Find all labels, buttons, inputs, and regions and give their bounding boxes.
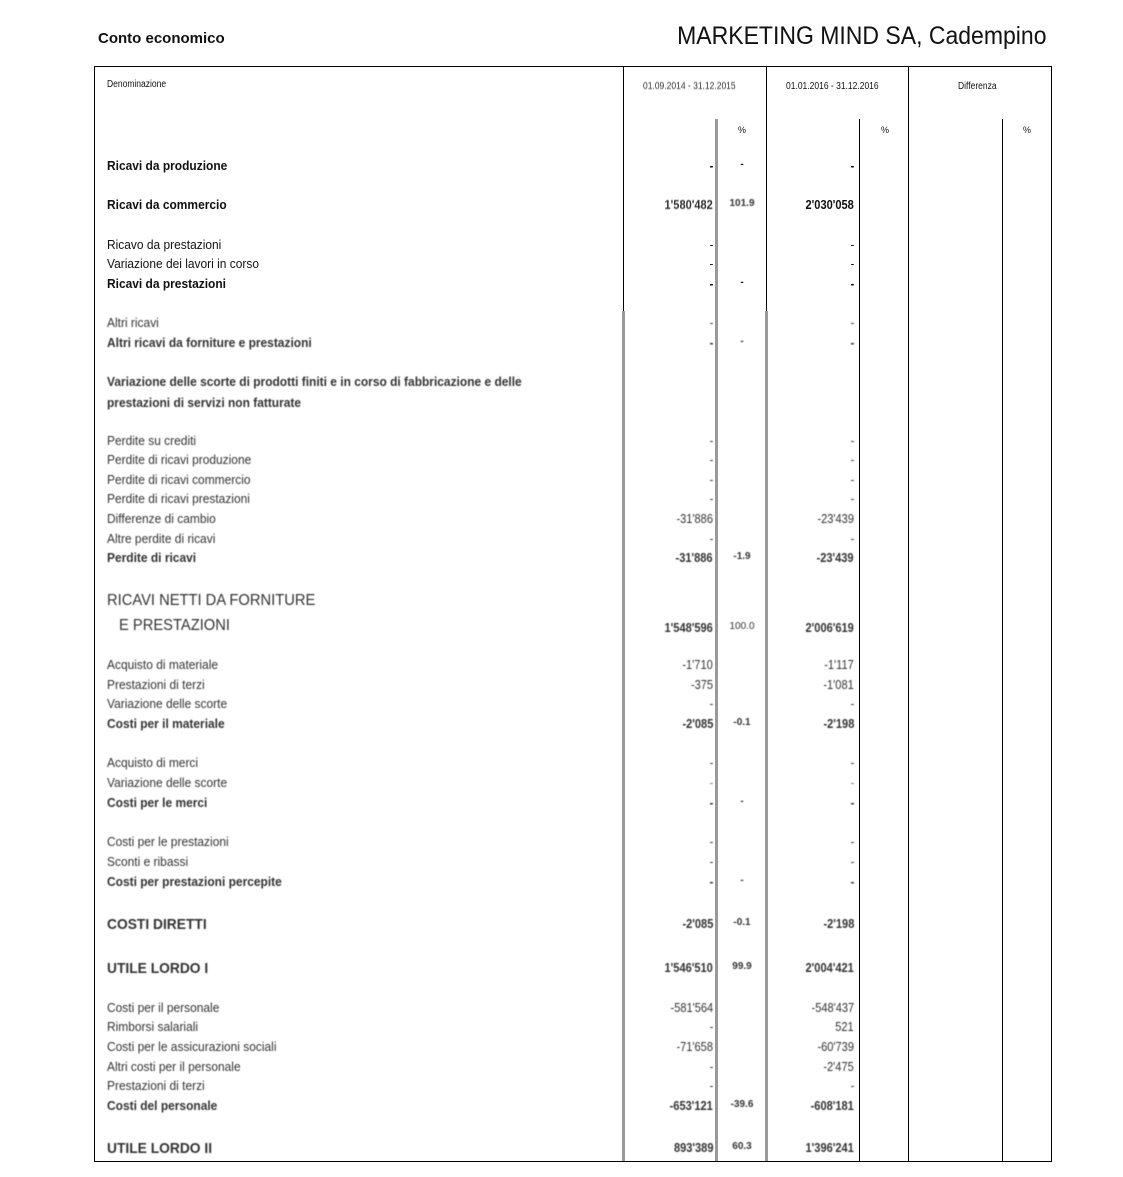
percent-period-1: -39.6 (730, 1099, 754, 1110)
value-period-2: - (850, 452, 854, 467)
row-label: Ricavi da produzione (107, 158, 228, 173)
table-row (95, 960, 1051, 980)
percent-period-1: -1.9 (733, 551, 751, 562)
row-label: Perdite di ricavi prestazioni (107, 491, 250, 506)
value-period-1: -71'658 (676, 1039, 713, 1054)
table-row (95, 276, 1051, 296)
value-period-1: - (709, 158, 713, 173)
value-period-1: - (709, 237, 713, 252)
value-period-2: -60'739 (817, 1039, 854, 1054)
percent-period-1: -0.1 (733, 717, 751, 728)
value-period-1: - (709, 335, 713, 350)
row-label: Variazione delle scorte (107, 775, 228, 790)
row-label: Costi per le assicurazioni sociali (107, 1039, 277, 1054)
value-period-2: 2'030'058 (805, 197, 854, 212)
table-row (95, 1078, 1051, 1098)
value-period-2: 2'006'619 (805, 620, 854, 635)
value-period-1: - (709, 433, 713, 448)
row-label: RICAVI NETTI DA FORNITURE (107, 592, 316, 609)
value-period-2: - (850, 433, 854, 448)
table-row (95, 335, 1051, 355)
percent-period-1: - (740, 796, 744, 807)
table-row (95, 1000, 1051, 1020)
value-period-2: - (850, 696, 854, 711)
value-period-1: - (709, 1078, 713, 1093)
value-period-2: - (850, 775, 854, 790)
table-row (95, 657, 1051, 677)
table-row (95, 371, 1051, 415)
value-period-2: - (850, 335, 854, 350)
percent-period-1: - (740, 336, 744, 347)
value-period-2: -608'181 (810, 1098, 854, 1113)
row-label: Altri ricavi da forniture e prestazioni (107, 335, 312, 350)
row-label: Ricavi da prestazioni (107, 276, 226, 291)
company-name: MARKETING MIND SA, Cadempino (676, 22, 1046, 50)
value-period-2: -1'081 (823, 677, 854, 692)
table-row (95, 916, 1051, 936)
percent-period-1: -0.1 (733, 917, 751, 928)
value-period-1: - (709, 472, 713, 487)
percent-period-1: 60.3 (732, 1141, 752, 1152)
value-period-2: - (850, 795, 854, 810)
row-label: Prestazioni di terzi (107, 1078, 205, 1093)
column-header-denominazione: Denominazione (107, 79, 167, 90)
value-period-2: - (850, 491, 854, 506)
value-period-1: - (709, 775, 713, 790)
value-period-1: -31'886 (676, 511, 713, 526)
table-row (95, 433, 1051, 453)
value-period-2: - (850, 237, 854, 252)
row-label: Ricavi da commercio (107, 197, 227, 212)
value-period-1: - (709, 795, 713, 810)
table-row (95, 1059, 1051, 1079)
percent-header: % (881, 125, 890, 135)
table-row (95, 452, 1051, 472)
table-row (95, 755, 1051, 775)
value-period-1: 893'389 (673, 1140, 713, 1155)
value-period-1: - (709, 531, 713, 546)
value-period-2: -23'439 (817, 511, 854, 526)
row-label: Differenze di cambio (107, 511, 216, 526)
value-period-1: - (709, 315, 713, 330)
table-row (95, 795, 1051, 815)
value-period-1: 1'580'482 (664, 197, 713, 212)
value-period-1: - (709, 1019, 713, 1034)
value-period-2: - (850, 276, 854, 291)
table-row (95, 874, 1051, 894)
row-label: Costi per il personale (107, 1000, 220, 1015)
value-period-1: -653'121 (669, 1098, 713, 1113)
row-label: COSTI DIRETTI (107, 916, 207, 933)
table-row (95, 1019, 1051, 1039)
row-label: Altre perdite di ricavi (107, 531, 216, 546)
table-row (95, 716, 1051, 736)
row-label: Acquisto di merci (107, 755, 199, 770)
table-row (95, 472, 1051, 492)
value-period-2: 2'004'421 (805, 960, 854, 975)
row-label: Costi del personale (107, 1098, 218, 1113)
value-period-2: - (850, 874, 854, 889)
value-period-1: - (709, 696, 713, 711)
value-period-2: - (850, 854, 854, 869)
value-period-2: - (850, 755, 854, 770)
row-label: Costi per le merci (107, 795, 208, 810)
table-row (95, 775, 1051, 795)
percent-period-1: 101.9 (729, 198, 755, 209)
value-period-2: -548'437 (811, 1000, 854, 1015)
value-period-1: -375 (690, 677, 713, 692)
document-title: Conto economico (98, 30, 225, 47)
row-label: Altri costi per il personale (107, 1059, 241, 1074)
row-label: Perdite di ricavi (107, 550, 197, 565)
table-row (95, 1098, 1051, 1118)
value-period-2: -2'198 (823, 916, 854, 931)
row-label: Variazione delle scorte (107, 696, 228, 711)
row-label: Acquisto di materiale (107, 657, 219, 672)
value-period-1: -31'886 (675, 550, 713, 565)
percent-period-1: - (740, 277, 744, 288)
percent-period-1: 100.0 (729, 621, 755, 632)
table-row (95, 511, 1051, 531)
percent-period-1: - (740, 159, 744, 170)
row-label: Perdite di ricavi produzione (107, 452, 252, 467)
column-header-period-1: 01.09.2014 - 31.12.2015 (643, 81, 736, 92)
table-row (95, 158, 1051, 178)
value-period-1: - (709, 854, 713, 869)
table-row (95, 1039, 1051, 1059)
row-label: Perdite di ricavi commercio (107, 472, 251, 487)
value-period-1: 1'548'596 (664, 620, 713, 635)
row-label: Ricavo da prestazioni (107, 237, 222, 252)
table-row (95, 256, 1051, 276)
table-row (95, 237, 1051, 257)
value-period-2: - (850, 472, 854, 487)
value-period-2: -2'475 (823, 1059, 854, 1074)
value-period-1: - (709, 256, 713, 271)
table-row (95, 550, 1051, 570)
value-period-1: -581'564 (670, 1000, 713, 1015)
income-statement-table (94, 66, 1052, 1162)
value-period-2: 521 (835, 1019, 854, 1034)
column-header-difference: Differenza (958, 81, 997, 92)
row-label-continued: E PRESTAZIONI (119, 617, 230, 634)
row-label: Perdite su crediti (107, 433, 197, 448)
row-label: Costi per le prestazioni (107, 834, 229, 849)
value-period-1: - (709, 491, 713, 506)
row-label: Sconti e ribassi (107, 854, 189, 869)
value-period-2: - (850, 158, 854, 173)
percent-header: % (738, 125, 747, 135)
table-row (95, 491, 1051, 511)
value-period-2: -23'439 (816, 550, 854, 565)
row-label: Costi per prestazioni percepite (107, 874, 282, 889)
column-header-period-2: 01.01.2016 - 31.12.2016 (786, 81, 879, 92)
value-period-2: - (850, 834, 854, 849)
value-period-2: - (850, 315, 854, 330)
percent-period-1: 99.9 (732, 961, 752, 972)
value-period-2: -2'198 (823, 716, 854, 731)
row-label: UTILE LORDO II (107, 1140, 213, 1157)
value-period-1: 1'546'510 (664, 960, 713, 975)
table-row (95, 677, 1051, 697)
table-row (95, 854, 1051, 874)
table-row (95, 197, 1051, 217)
row-label: UTILE LORDO I (107, 960, 209, 977)
table-row (95, 1140, 1051, 1160)
percent-header: % (1023, 125, 1032, 135)
value-period-1: -1'710 (682, 657, 713, 672)
value-period-1: - (709, 452, 713, 467)
value-period-1: -2'085 (682, 916, 713, 931)
table-row (95, 592, 1051, 642)
value-period-2: - (850, 256, 854, 271)
row-label: Altri ricavi (107, 315, 159, 330)
table-row (95, 834, 1051, 854)
row-label: Variazione delle scorte di prodotti finiti e in corso di fabbricazione e delle prestazioni di servizi non fatturate (107, 374, 522, 410)
row-label: Rimborsi salariali (107, 1019, 199, 1034)
table-row (95, 315, 1051, 335)
value-period-1: - (709, 755, 713, 770)
table-row (95, 531, 1051, 551)
value-period-1: - (709, 834, 713, 849)
percent-period-1: - (740, 875, 744, 886)
value-period-2: - (850, 531, 854, 546)
value-period-1: - (709, 1059, 713, 1074)
value-period-2: -1'117 (824, 657, 854, 672)
row-label: Prestazioni di terzi (107, 677, 205, 692)
row-label: Variazione dei lavori in corso (107, 256, 260, 271)
value-period-1: - (709, 276, 713, 291)
value-period-1: -2'085 (682, 716, 713, 731)
value-period-2: - (850, 1078, 854, 1093)
table-row (95, 696, 1051, 716)
value-period-2: 1'396'241 (805, 1140, 854, 1155)
value-period-1: - (709, 874, 713, 889)
row-label: Costi per il materiale (107, 716, 225, 731)
